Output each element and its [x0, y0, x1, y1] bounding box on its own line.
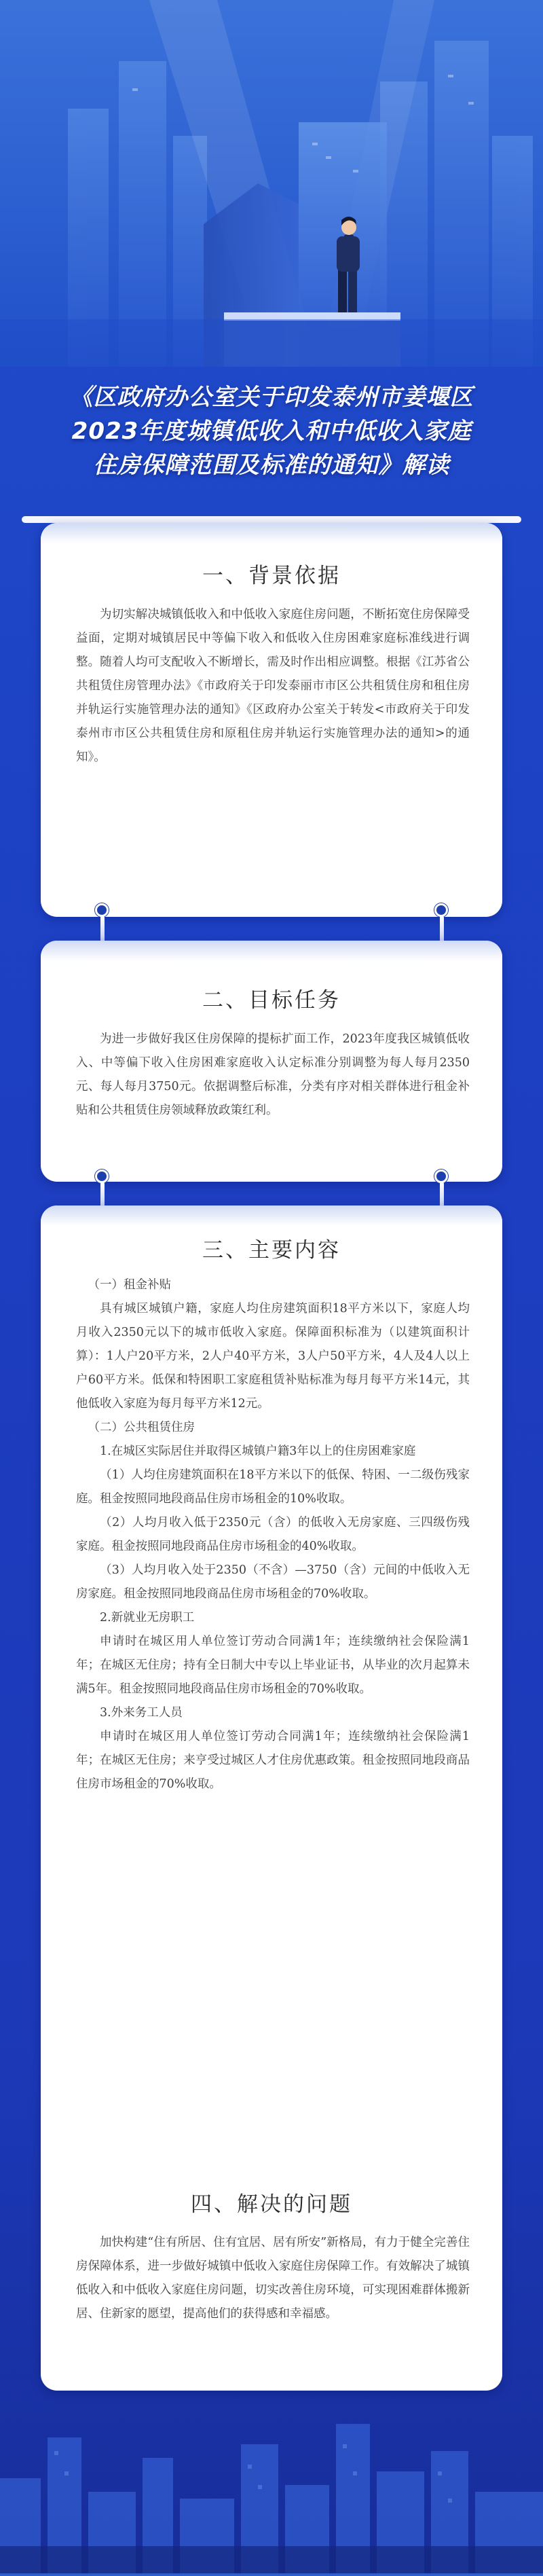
- rent-subsidy-paragraph: 具有城区城镇户籍，家庭人均住房建筑面积18平方米以下，家庭人均月收入2350元以下的城市低收入家庭。保障面积标准为（以建筑面积计算）：1人户20平方米，2人户40平方米，3人户50平方米，4人及4人以上户60平方米。低保和特困职工家庭租赁补贴标准为每月每平方米14元，其他低收入家庭为每月每平方米12元。: [76, 1302, 470, 1411]
- item-2-paragraph: 申请时在城区用人单位签订劳动合同满1年；连续缴纳社会保险满1年；在城区无住房；持有全日制大中专以上毕业证书，从毕业的次月起算未满5年。租金按照同地段商品住房市场租金的70%收取。: [76, 1635, 470, 1696]
- title-line-2: 2023年度城镇低收入和中低收入家庭: [71, 418, 472, 445]
- item-1-title: 1.在城区实际居住并取得区城镇户籍3年以上的住房困难家庭: [100, 1445, 416, 1458]
- card-main-content: [41, 1205, 502, 2391]
- subsection-public-housing-title: （二）公共租赁住房: [88, 1421, 195, 1434]
- title-line-1: 《区政府办公室关于印发泰州市姜堰区: [69, 384, 474, 411]
- item-1a-paragraph: （1）人均住房建筑面积在18平方米以下的低保、特困、一二级伤残家庭。租金按照同地段商品住房市场租金的10%收取。: [76, 1468, 470, 1506]
- section-2-heading: 二、目标任务: [202, 988, 341, 1013]
- binder-ring: [434, 903, 448, 917]
- section-1-paragraph: 为切实解决城镇低收入和中低收入家庭住房问题，不断拓宽住房保障受益面，定期对城镇居民中等偏下收入和低收入住房困难家庭标准线进行调整。随着人均可支配收入不断增长，需及时作出相应调整。根据《江苏省公共租赁住房管理办法》《市政府关于印发泰丽市市区公共租赁住房和租住房并轨运行实施管理办法的通知》《区政府办公室关于转发<市政府关于印发泰州市市区公共租赁住房和原租住房并轨运行实施管理办法的通知>的通知》。: [76, 608, 470, 764]
- section-4-heading: 四、解决的问题: [191, 2192, 352, 2217]
- item-3-paragraph: 申请时在城区用人单位签订劳动合同满1年；连续缴纳社会保险满1年；在城区无住房；来亨受过城区人才住房优惠政策。租金按照同地段商品住房市场租金的70%收取。: [76, 1730, 470, 1791]
- bottom-skyline-illustration: [0, 2397, 543, 2573]
- card-background: [41, 523, 502, 917]
- top-divider-bar: [22, 516, 521, 523]
- title-line-3: 住房保障范围及标准的通知》解读: [93, 452, 450, 479]
- section-1-heading: 一、背景依据: [202, 564, 341, 588]
- city-skyline-illustration: [0, 0, 543, 367]
- binder-ring: [95, 903, 109, 917]
- item-1b-paragraph: （2）人均月收入低于2350元（含）的低收入无房家庭、三四级伤残家庭。租金按照同地段商品住房市场租金的40%收取。: [76, 1516, 470, 1553]
- section-4-paragraph: 加快构建“住有所居、住有宜居、居有所安”新格局，有力于健全完善住房保障体系，进一步做好城镇中低收入家庭住房保障工作。有效解决了城镇低收入和中低收入家庭住房问题，切实改善住房环境，可实现困难群体搬新居、住新家的愿望，提高他们的获得感和幸福感。: [76, 2236, 470, 2321]
- hero-illustration: [0, 0, 543, 367]
- section-2-paragraph: 为进一步做好我区住房保障的提标扩面工作，2023年度我区城镇低收入、中等偏下收入住房困难家庭收入认定标准分别调整为每人每月2350元、每人每月3750元。依据调整后标准，分类有序对相关群体进行租金补贴和公共租赁住房领域释放政策红利。: [76, 1032, 470, 1117]
- page-title: [0, 380, 543, 482]
- section-3-heading: 三、主要内容: [202, 1238, 341, 1263]
- subsection-rent-subsidy-title: （一）租金补贴: [88, 1278, 171, 1292]
- binder-ring: [95, 1169, 109, 1183]
- item-2-title: 2.新就业无房职工: [100, 1611, 195, 1625]
- item-3-title: 3.外来务工人员: [100, 1706, 183, 1720]
- item-1c-paragraph: （3）人均月收入处于2350（不含）—3750（含）元间的中低收入无房家庭。租金按照同地段商品住房市场租金的70%收取。: [76, 1563, 470, 1601]
- card-objectives: [41, 941, 502, 1182]
- section-3-body: [76, 1273, 470, 1796]
- binder-ring: [434, 1169, 448, 1183]
